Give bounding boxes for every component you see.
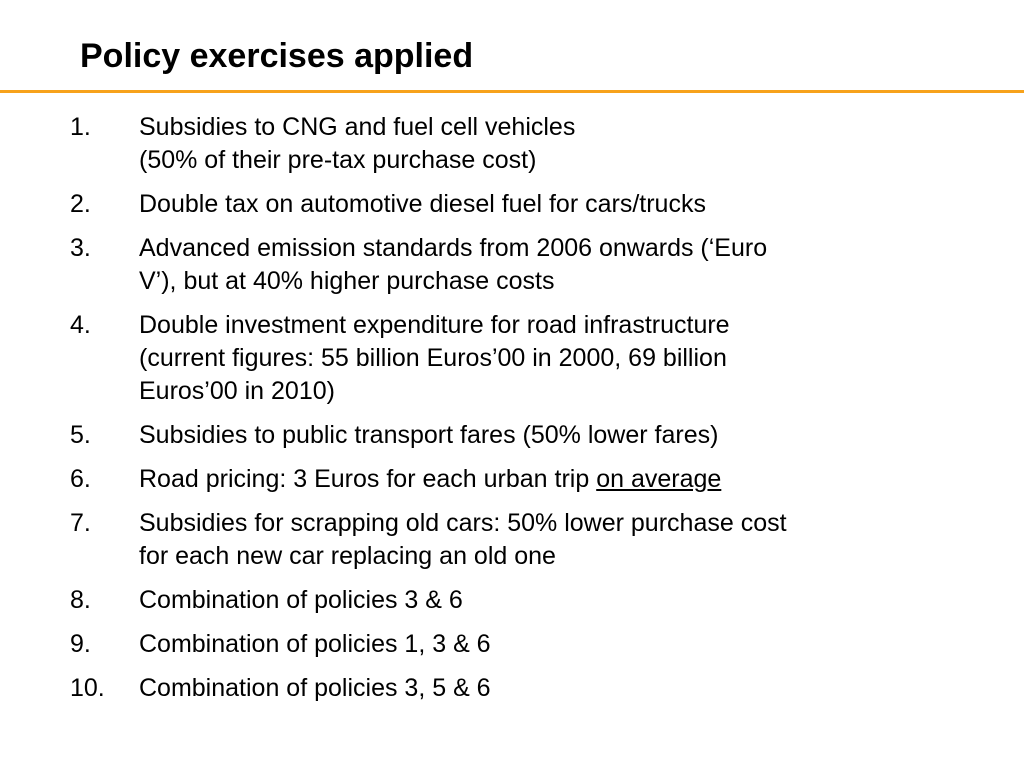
item-text: Subsidies for scrapping old cars: 50% lower purchase cost <box>139 509 787 537</box>
list-item <box>70 111 970 177</box>
item-text: (50% of their pre-tax purchase cost) <box>139 146 537 174</box>
item-text-row <box>139 463 970 496</box>
item-number: 8. <box>70 586 91 614</box>
item-number: 5. <box>70 421 91 449</box>
policy-list <box>70 111 970 716</box>
item-text: Combination of policies 3, 5 & 6 <box>139 674 491 702</box>
item-number: 3. <box>70 234 91 262</box>
list-item <box>70 419 970 452</box>
item-text: Double tax on automotive diesel fuel for cars/trucks <box>139 190 706 218</box>
list-item <box>70 463 970 496</box>
item-number: 7. <box>70 509 91 537</box>
item-number: 9. <box>70 630 91 658</box>
item-text: Euros’00 in 2010) <box>139 377 335 405</box>
list-item <box>70 188 970 221</box>
item-text: (current figures: 55 billion Euros’00 in 2000, 69 billion <box>139 344 727 372</box>
item-number: 10. <box>70 674 105 702</box>
item-text: V’), but at 40% higher purchase costs <box>139 267 555 295</box>
list-item <box>70 672 970 705</box>
item-text: Subsidies to CNG and fuel cell vehicles <box>139 113 576 141</box>
item-text: Combination of policies 1, 3 & 6 <box>139 630 491 658</box>
list-item <box>70 232 970 298</box>
item-text: Road pricing: 3 Euros for each urban trip <box>139 465 597 493</box>
list-item <box>70 507 970 573</box>
list-item <box>70 309 970 408</box>
item-text: Double investment expenditure for road infrastructure <box>139 311 730 339</box>
item-text: Advanced emission standards from 2006 onwards (‘Euro <box>139 234 768 262</box>
item-number: 4. <box>70 311 91 339</box>
item-text: for each new car replacing an old one <box>139 542 556 570</box>
list-item <box>70 628 970 661</box>
title-divider <box>0 90 1024 93</box>
underlined-emphasis: on average <box>596 465 722 493</box>
item-number: 6. <box>70 465 91 493</box>
slide-title: Policy exercises applied <box>80 37 474 75</box>
item-number: 1. <box>70 113 91 141</box>
item-text: Subsidies to public transport fares (50% lower fares) <box>139 421 719 449</box>
item-number: 2. <box>70 190 91 218</box>
item-text: Combination of policies 3 & 6 <box>139 586 463 614</box>
list-item <box>70 584 970 617</box>
